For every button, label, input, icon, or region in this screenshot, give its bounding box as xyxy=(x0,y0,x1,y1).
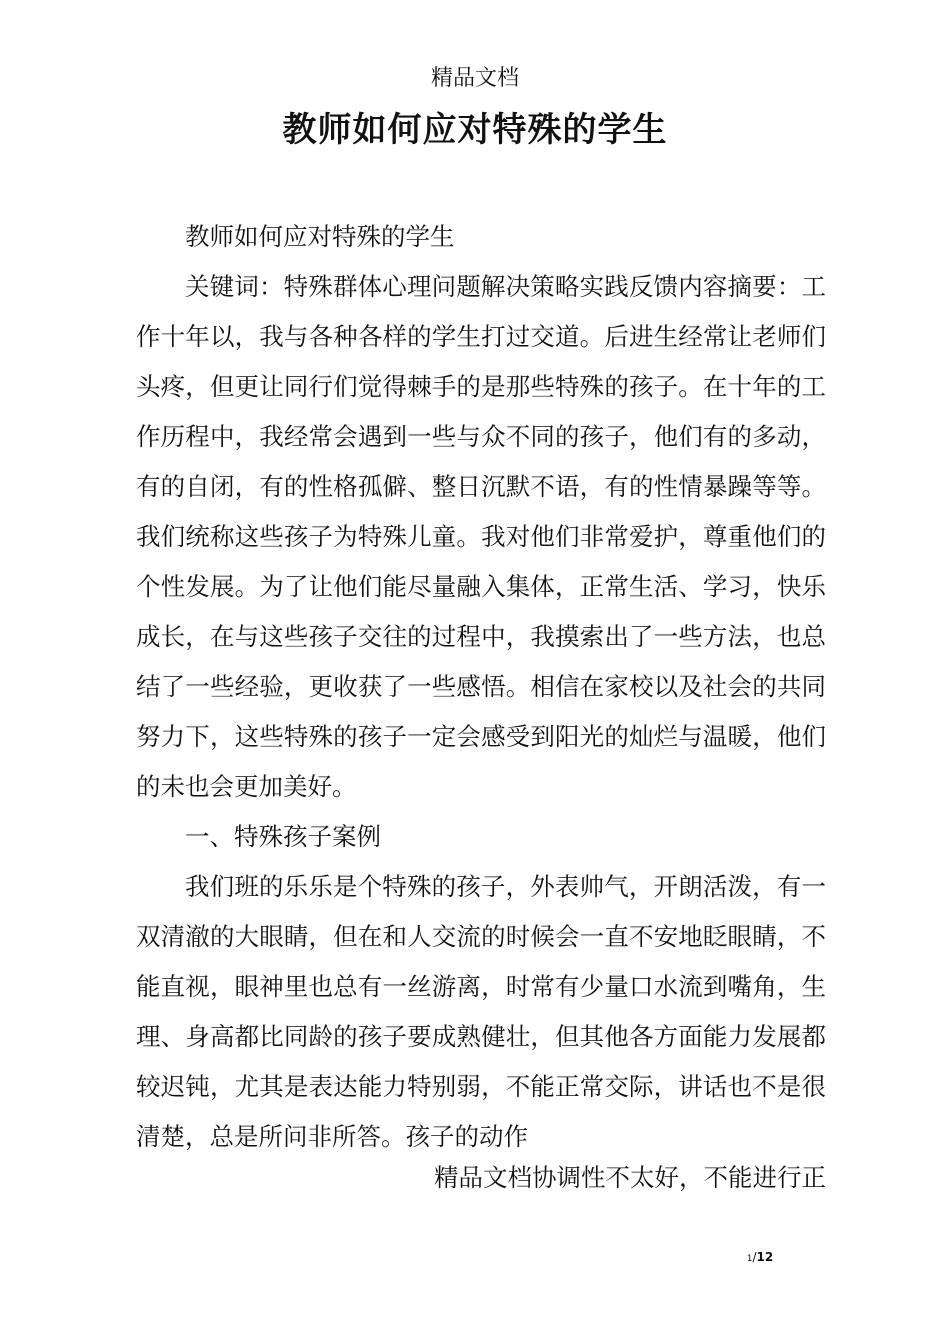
section-heading: 一、特殊孩子案例 xyxy=(185,822,381,851)
page-total: 12 xyxy=(756,1250,774,1264)
paragraph-case: 我们班的乐乐是个特殊的孩子，外表帅气，开朗活泼，有一双清澈的大眼睛，但在和人交流的时候会一直不安地眨眼睛，不能直视，眼神里也总有一丝游离，时常有少量口水流到嘴角，生理、身高都比同龄的孩子要成熟健壮，但其他各方面能力发展都较迟钝，尤其是表达能力特别弱，不能正常交际，讲话也不是很清楚，总是所问非所答。孩子的动作 xyxy=(136,872,826,1151)
document-body xyxy=(136,212,826,1162)
page-number xyxy=(700,1250,820,1264)
document-title: 教师如何应对特殊的学生 xyxy=(282,110,668,150)
running-header: 精品文档 xyxy=(430,66,519,91)
page-separator: / xyxy=(752,1250,757,1264)
paragraph-subtitle: 教师如何应对特殊的学生 xyxy=(185,222,455,251)
page-continuation-line: 精品文档协调性不太好，不能进行正 xyxy=(434,1163,826,1192)
page-current: 1 xyxy=(746,1254,753,1264)
paragraph-keywords-abstract: 关键词：特殊群体心理问题解决策略实践反馈内容摘要：工作十年以，我与各种各样的学生打过交道。后进生经常让老师们头疼，但更让同行们觉得棘手的是那些特殊的孩子。在十年的工作历程中，我经常会遇到一些与众不同的孩子，他们有的多动，有的自闭，有的性格孤僻、整日沉默不语，有的性情暴躁等等。我们统称这些孩子为特殊儿童。我对他们非常爱护，尊重他们的个性发展。为了让他们能尽量融入集体，正常生活、学习，快乐成长，在与这些孩子交往的过程中，我摸索出了一些方法，也总结了一些经验，更收获了一些感悟。相信在家校以及社会的共同努力下，这些特殊的孩子一定会感受到阳光的灿烂与温暖，他们的未也会更加美好。 xyxy=(136,272,826,801)
